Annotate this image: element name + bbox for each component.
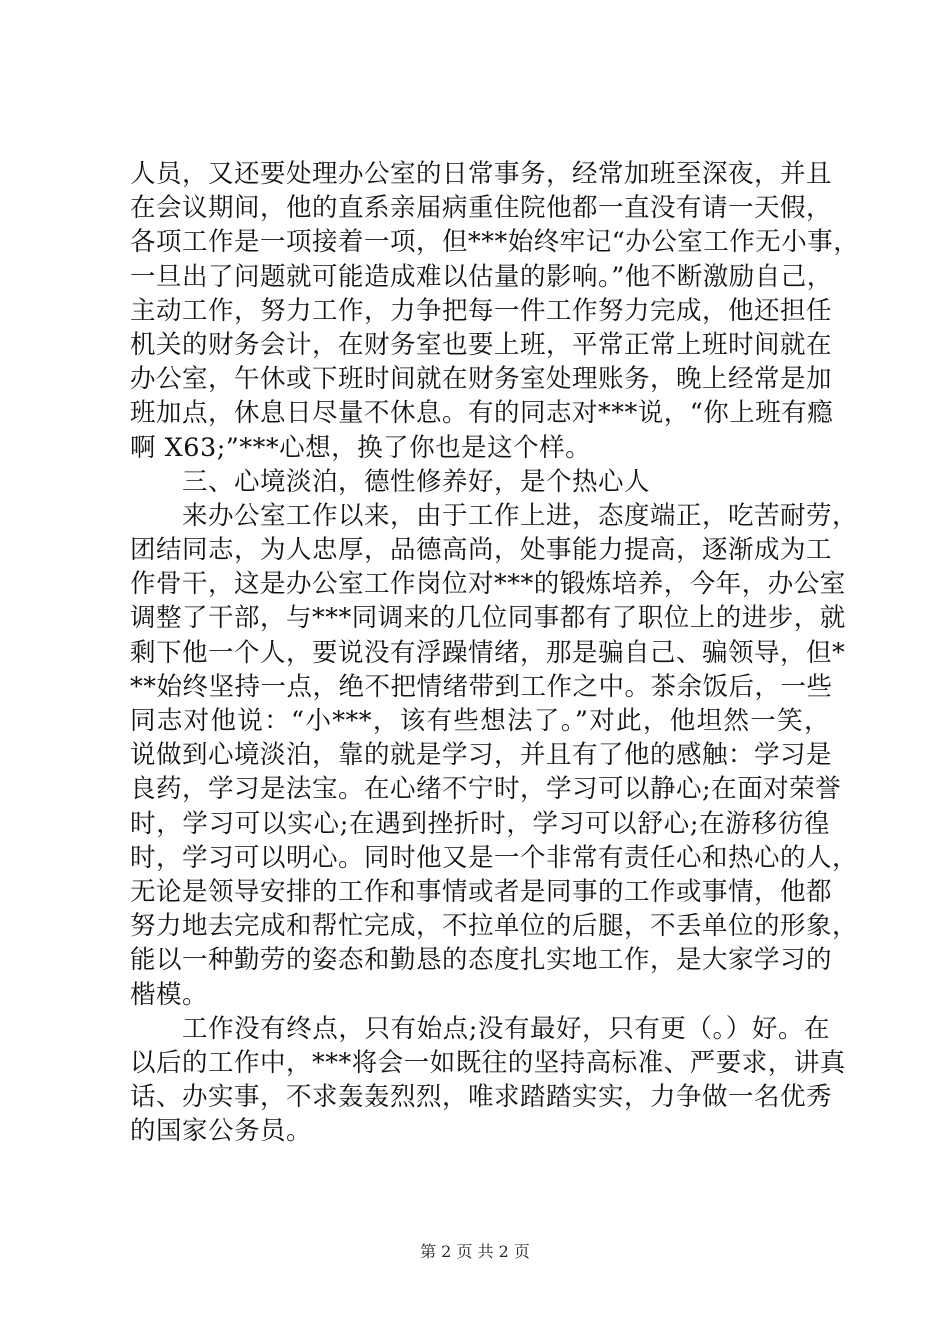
text-line: 各项工作是一项接着一项，但***始终牢记“办公室工作无小事， [130, 227, 860, 258]
text-line: 人员，又还要处理办公室的日常事务，经常加班至深夜，并且 [130, 159, 833, 189]
section-heading [130, 465, 830, 499]
paragraph-4 [130, 1012, 846, 1149]
text-line: 机关的财务会计，在财务室也要上班，平常正常上班时间就在 [130, 329, 833, 360]
paragraph-3 [130, 499, 859, 1012]
text-line: 时，学习可以实心;在遇到挫折时，学习可以舒心;在游移彷徨 [130, 808, 830, 839]
text-line: **始终坚持一点，绝不把情绪带到工作之中。茶余饭后，一些 [130, 671, 833, 702]
text-line: 说做到心境淡泊，靠的就是学习，并且有了他的感触：学习是 [130, 740, 833, 771]
text-line: 努力地去完成和帮忙完成，不拉单位的后腿，不丢单位的形象， [130, 911, 859, 942]
text-line: 良药，学习是法宝。在心绪不宁时，学习可以静心;在面对荣誉 [130, 774, 842, 805]
text-line: 办公室，午休或下班时间就在财务室处理账务，晚上经常是加 [130, 364, 833, 395]
text-line: 团结同志，为人忠厚，品德高尚，处事能力提高，逐渐成为工 [130, 535, 833, 566]
paragraph-1 [130, 157, 860, 465]
text-line: 在会议期间，他的直系亲届病重住院他都一直没有请一天假， [130, 193, 833, 224]
text-line: 班加点，休息日尽量不休息。有的同志对***说，“你上班有瘾 [130, 398, 834, 429]
document-body [130, 157, 860, 1148]
text-line: 时，学习可以明心。同时他又是一个非常有责任心和热心的人， [130, 842, 859, 873]
text-line: 能以一种勤劳的姿态和勤恳的态度扎实地工作，是大家学习的 [130, 945, 833, 976]
page-footer: 第 2 页 共 2 页 [420, 1242, 530, 1261]
text-line: 作骨干，这是办公室工作岗位对***的锻炼培养，今年，办公室 [130, 569, 846, 600]
text-line: 无论是领导安排的工作和事情或者是同事的工作或事情，他都 [130, 876, 833, 907]
text-line: 的国家公务员。 [130, 1116, 313, 1147]
text-line: 话、办实事，不求轰轰烈烈，唯求踏踏实实，力争做一名优秀 [130, 1082, 833, 1113]
text-line: 同志对他说：“小***，该有些想法了。”对此，他坦然一笑， [130, 706, 830, 736]
text-line: 工作没有终点，只有始点;没有最好，只有更（。）好。在 [182, 1013, 830, 1044]
text-line: 以后的工作中，***将会一如既往的坚持高标准、严要求，讲真 [130, 1047, 846, 1078]
text-line: 啊 X63;”***心想，换了你也是这个样。 [130, 432, 592, 463]
text-line: 调整了干部，与***同调来的几位同事都有了职位上的进步，就 [130, 603, 846, 634]
heading-text: 三、心境淡泊，德性修养好，是个热心人 [182, 466, 651, 497]
text-line: 剩下他一个人，要说没有浮躁情绪，那是骗自己、骗领导，但* [130, 637, 846, 668]
text-line: 一旦出了问题就可能造成难以估量的影响。”他不断激励自己， [130, 261, 833, 292]
text-line: 主动工作，努力工作，力争把每一件工作努力完成，他还担任 [130, 295, 833, 326]
text-line: 来办公室工作以来，由于工作上进，态度端正，吃苦耐劳， [182, 500, 859, 531]
text-line: 楷模。 [130, 979, 209, 1010]
